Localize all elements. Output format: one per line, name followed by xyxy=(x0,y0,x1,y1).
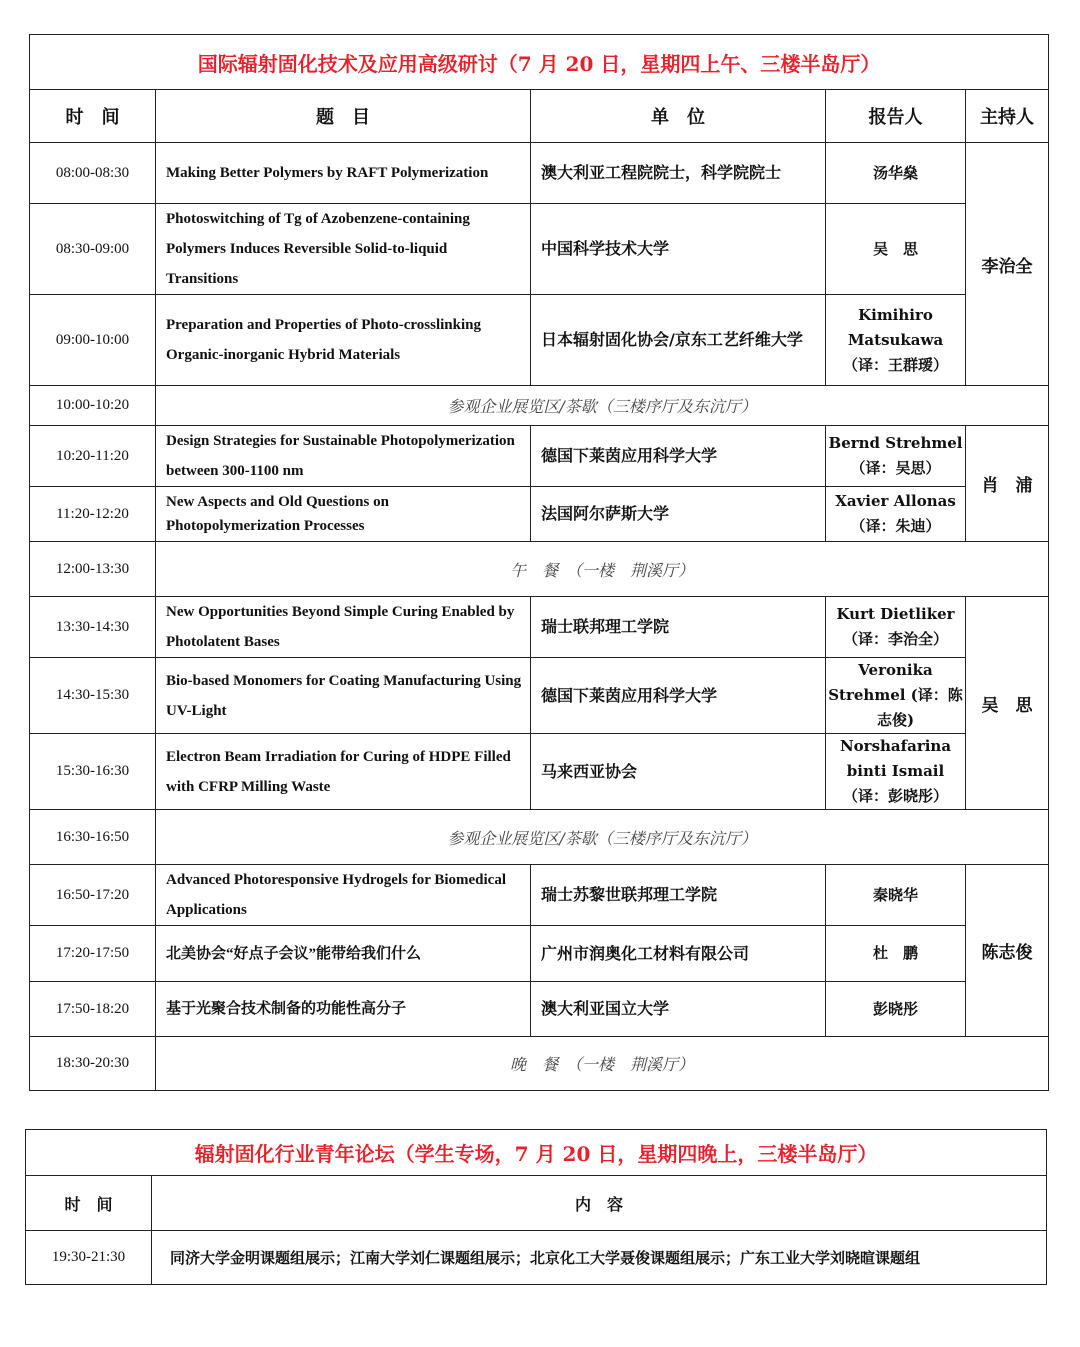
row-topic: New Opportunities Beyond Simple Curing Enabled by Photolatent Bases xyxy=(156,597,531,658)
seminar-title: 国际辐射固化技术及应用高级研讨（7 月 20 日，星期四上午、三楼半岛厅） xyxy=(30,35,1049,90)
row-speaker: Xavier Allonas（译：朱迪） xyxy=(826,487,966,542)
seminar-schedule-table xyxy=(29,34,1049,1091)
row-speaker: 秦晓华 xyxy=(826,865,966,926)
break-label: 参观企业展览区/茶歇（三楼序厅及东沆厅） xyxy=(156,810,1049,865)
forum-header-time: 时 间 xyxy=(26,1176,152,1231)
row-topic: Electron Beam Irradiation for Curing of HDPE Filled with CFRP Milling Waste xyxy=(156,734,531,810)
row-time: 18:30-20:30 xyxy=(30,1037,156,1091)
table-row xyxy=(30,658,1049,734)
row-speaker: 彭晓彤 xyxy=(826,982,966,1037)
row-unit: 法国阿尔萨斯大学 xyxy=(531,487,826,542)
row-speaker: 吴 思 xyxy=(826,204,966,295)
row-speaker: Veronika Strehmel (译：陈志俊) xyxy=(826,658,966,734)
row-time: 08:30-09:00 xyxy=(30,204,156,295)
header-speaker: 报告人 xyxy=(826,90,966,143)
break-label: 晚 餐 （一楼 荆溪厅） xyxy=(156,1037,1049,1091)
row-time: 08:00-08:30 xyxy=(30,143,156,204)
table-row xyxy=(30,426,1049,487)
row-speaker: 汤华燊 xyxy=(826,143,966,204)
row-topic: Advanced Photoresponsive Hydrogels for Biomedical Applications xyxy=(156,865,531,926)
header-topic: 题 目 xyxy=(156,90,531,143)
row-topic: Preparation and Properties of Photo-crosslinking Organic-inorganic Hybrid Materials xyxy=(156,295,531,386)
row-time: 16:50-17:20 xyxy=(30,865,156,926)
row-time: 10:00-10:20 xyxy=(30,386,156,426)
row-topic: Bio-based Monomers for Coating Manufacturing Using UV-Light xyxy=(156,658,531,734)
row-time: 13:30-14:30 xyxy=(30,597,156,658)
host-cell: 吴 思 xyxy=(966,597,1049,810)
table-row xyxy=(30,865,1049,926)
row-time: 16:30-16:50 xyxy=(30,810,156,865)
forum-row-content: 同济大学金明课题组展示；江南大学刘仁课题组展示；北京化工大学聂俊课题组展示；广东工业大学刘晓暄课题组 xyxy=(152,1231,1047,1285)
row-time: 11:20-12:20 xyxy=(30,487,156,542)
forum-title: 辐射固化行业青年论坛（学生专场，7 月 20 日，星期四晚上，三楼半岛厅） xyxy=(26,1130,1047,1176)
row-speaker: Bernd Strehmel（译：吴思） xyxy=(826,426,966,487)
row-unit: 澳大利亚工程院院士，科学院院士 xyxy=(531,143,826,204)
header-host: 主持人 xyxy=(966,90,1049,143)
row-time: 15:30-16:30 xyxy=(30,734,156,810)
row-unit: 德国下莱茵应用科学大学 xyxy=(531,658,826,734)
row-topic: Making Better Polymers by RAFT Polymerization xyxy=(156,143,531,204)
row-time: 14:30-15:30 xyxy=(30,658,156,734)
forum-schedule-table xyxy=(25,1129,1047,1285)
table-row xyxy=(30,204,1049,295)
host-cell: 陈志俊 xyxy=(966,865,1049,1037)
row-topic: New Aspects and Old Questions on Photopolymerization Processes xyxy=(156,487,531,542)
table-row xyxy=(30,487,1049,542)
row-time: 17:50-18:20 xyxy=(30,982,156,1037)
row-unit: 中国科学技术大学 xyxy=(531,204,826,295)
row-speaker: Norshafarina binti Ismail（译：彭晓彤） xyxy=(826,734,966,810)
row-topic: Design Strategies for Sustainable Photopolymerization between 300-1100 nm xyxy=(156,426,531,487)
row-speaker: Kurt Dietliker（译：李治全） xyxy=(826,597,966,658)
break-row xyxy=(30,1037,1049,1091)
header-time: 时 间 xyxy=(30,90,156,143)
table-row xyxy=(30,982,1049,1037)
row-time: 10:20-11:20 xyxy=(30,426,156,487)
row-speaker: 杜 鹏 xyxy=(826,926,966,982)
table-row xyxy=(26,1231,1047,1285)
row-unit: 瑞士联邦理工学院 xyxy=(531,597,826,658)
row-time: 09:00-10:00 xyxy=(30,295,156,386)
forum-header-content: 内 容 xyxy=(152,1176,1047,1231)
row-unit: 德国下莱茵应用科学大学 xyxy=(531,426,826,487)
break-row xyxy=(30,810,1049,865)
table-row xyxy=(30,926,1049,982)
row-unit: 广州市润奥化工材料有限公司 xyxy=(531,926,826,982)
table-row xyxy=(30,295,1049,386)
row-unit: 日本辐射固化协会/京东工艺纤维大学 xyxy=(531,295,826,386)
row-topic: 基于光聚合技术制备的功能性高分子 xyxy=(156,982,531,1037)
break-label: 午 餐 （一楼 荆溪厅） xyxy=(156,542,1049,597)
break-row xyxy=(30,386,1049,426)
row-unit: 瑞士苏黎世联邦理工学院 xyxy=(531,865,826,926)
break-row xyxy=(30,542,1049,597)
row-speaker: Kimihiro Matsukawa（译：王群瑷） xyxy=(826,295,966,386)
table-row xyxy=(30,143,1049,204)
row-unit: 马来西亚协会 xyxy=(531,734,826,810)
row-topic: Photoswitching of Tg of Azobenzene-containing Polymers Induces Reversible Solid-to-liquid Transitions xyxy=(156,204,531,295)
host-cell: 肖 浦 xyxy=(966,426,1049,542)
row-topic: 北美协会“好点子会议”能带给我们什么 xyxy=(156,926,531,982)
row-unit: 澳大利亚国立大学 xyxy=(531,982,826,1037)
break-label: 参观企业展览区/茶歇（三楼序厅及东沆厅） xyxy=(156,386,1049,426)
forum-row-time: 19:30-21:30 xyxy=(26,1231,152,1285)
table-row xyxy=(30,597,1049,658)
table-row xyxy=(30,734,1049,810)
host-cell: 李治全 xyxy=(966,143,1049,386)
header-unit: 单 位 xyxy=(531,90,826,143)
row-time: 17:20-17:50 xyxy=(30,926,156,982)
row-time: 12:00-13:30 xyxy=(30,542,156,597)
